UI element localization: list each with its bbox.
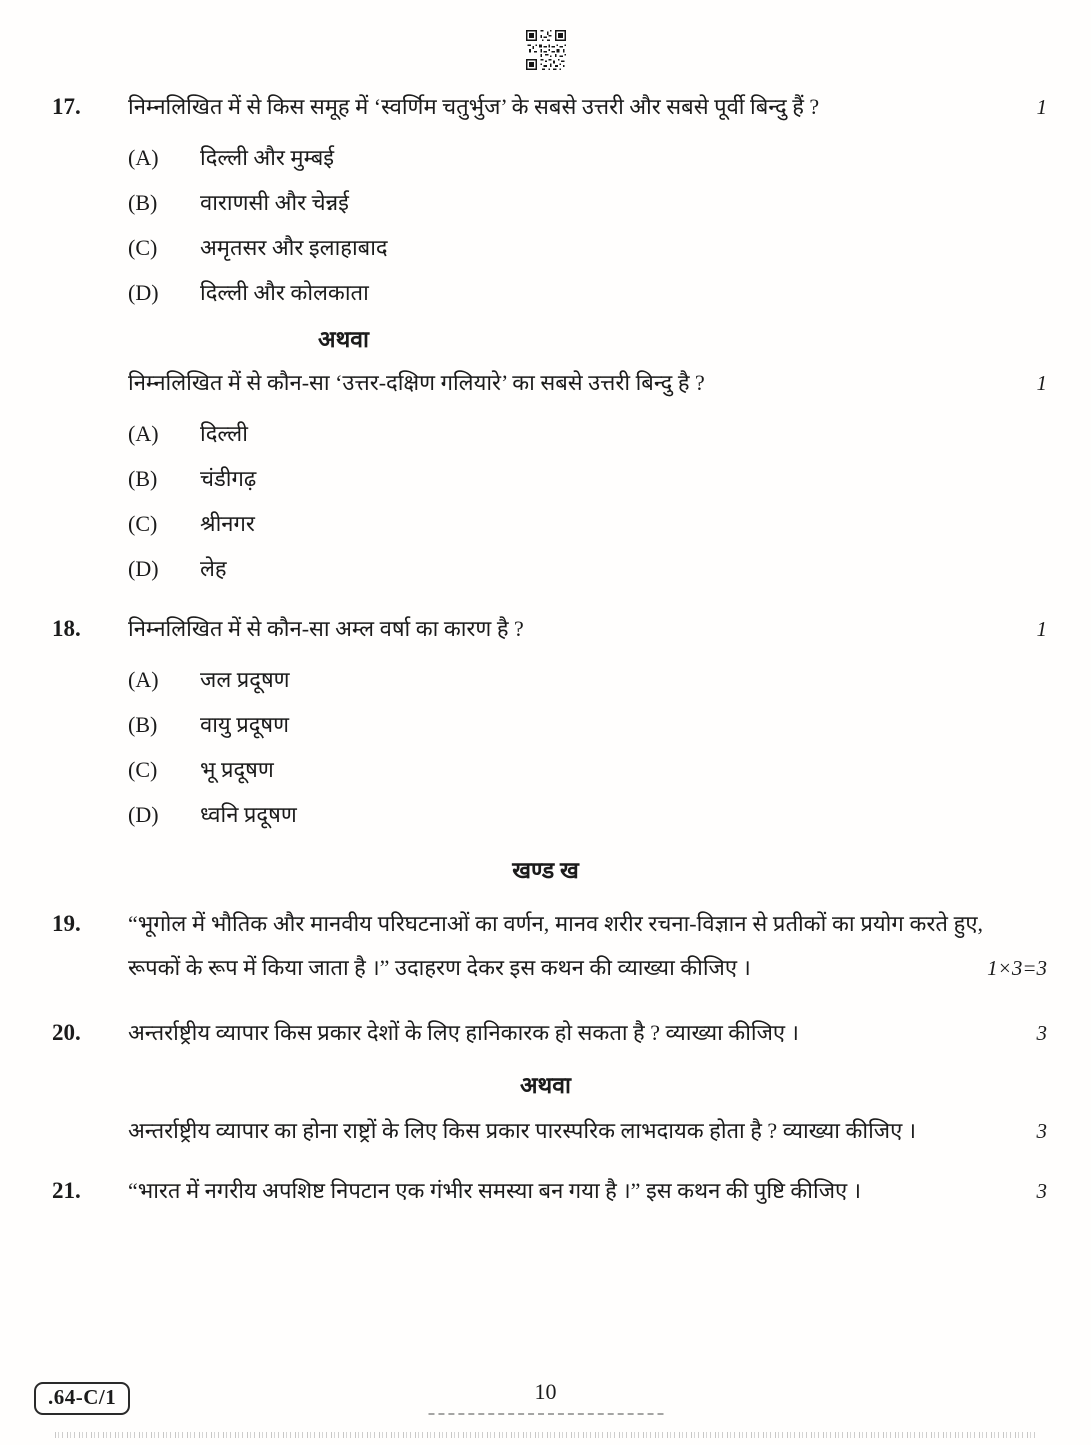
question-marks: 3 — [1036, 1179, 1047, 1203]
option-label: (B) — [128, 712, 158, 737]
question-text: “भूगोल में भौतिक और मानवीय परिघटनाओं का वर्णन, मानव शरीर रचना-विज्ञान से प्रतीकों का प्रयोग करते हुए, रूपकों के रूप में किया जाता है ।” उदाहरण देकर इस कथन की व्याख्या कीजिए । — [128, 911, 983, 980]
option-text: वायु प्रदूषण — [200, 712, 290, 737]
option-text: वाराणसी और चेन्नई — [200, 190, 349, 215]
option-text: भू प्रदूषण — [200, 757, 274, 782]
option-text: लेह — [200, 556, 227, 581]
option-b — [128, 695, 1047, 740]
alt-question-text: निम्नलिखित में से कौन-सा ‘उत्तर-दक्षिण गलियारे’ का सबसे उत्तरी बिन्दु है ? — [128, 370, 705, 395]
question-text: अन्तर्राष्ट्रीय व्यापार किस प्रकार देशों के लिए हानिकारक हो सकता है ? व्याख्या कीजिए । — [128, 1020, 799, 1045]
option-text: श्रीनगर — [200, 511, 255, 536]
or-separator: अथवा — [519, 1073, 571, 1098]
option-label: (A) — [128, 145, 159, 170]
question-number: 18. — [52, 616, 81, 641]
option-d — [128, 263, 1047, 308]
question-21 — [0, 1170, 1091, 1212]
alt-options-list — [0, 404, 1091, 584]
question-18 — [0, 610, 1091, 830]
option-text: दिल्ली और कोलकाता — [200, 280, 369, 305]
question-marks: 1×3=3 — [987, 956, 1047, 980]
question-number-spacer — [52, 1110, 128, 1152]
option-label: (A) — [128, 421, 159, 446]
question-marks: 3 — [1036, 1119, 1047, 1143]
option-c — [128, 218, 1047, 263]
question-number: 17. — [52, 94, 81, 119]
question-17 — [0, 88, 1091, 584]
option-label: (D) — [128, 802, 159, 827]
option-d — [128, 539, 1047, 584]
option-b — [128, 173, 1047, 218]
option-label: (C) — [128, 511, 158, 536]
question-number: 20. — [52, 1020, 81, 1045]
qr-code — [0, 30, 1091, 70]
option-c — [128, 740, 1047, 785]
question-marks: 3 — [1036, 1021, 1047, 1045]
option-a — [128, 650, 1047, 695]
question-20 — [0, 1012, 1091, 1152]
question-marks: 1 — [1036, 617, 1047, 641]
question-number-spacer — [52, 364, 128, 402]
page-number: 10 — [534, 1379, 557, 1404]
option-a — [128, 404, 1047, 449]
question-marks: 1 — [1036, 371, 1047, 395]
option-label: (D) — [128, 280, 159, 305]
option-text: दिल्ली और मुम्बई — [200, 145, 335, 170]
option-text: चंडीगढ़ — [200, 466, 257, 491]
question-marks: 1 — [1036, 95, 1047, 119]
or-separator: अथवा — [318, 327, 370, 352]
page-number-underline — [428, 1413, 663, 1415]
scan-artifact — [55, 1432, 1036, 1438]
question-text: निम्नलिखित में से किस समूह में ‘स्वर्णिम चतुर्भुज’ के सबसे उत्तरी और सबसे पूर्वी बिन्दु हैं ? — [128, 94, 820, 119]
section-heading: खण्ड ख — [512, 858, 579, 883]
options-list — [0, 650, 1091, 830]
option-text: दिल्ली — [200, 421, 248, 446]
option-label: (D) — [128, 556, 159, 581]
option-c — [128, 494, 1047, 539]
options-list — [0, 128, 1091, 308]
option-label: (C) — [128, 235, 158, 260]
question-text: निम्नलिखित में से कौन-सा अम्ल वर्षा का कारण है ? — [128, 616, 524, 641]
question-text: “भारत में नगरीय अपशिष्ट निपटान एक गंभीर समस्या बन गया है ।” इस कथन की पुष्टि कीजिए । — [128, 1178, 862, 1203]
option-a — [128, 128, 1047, 173]
question-19 — [0, 902, 1091, 990]
option-label: (B) — [128, 190, 158, 215]
option-label: (B) — [128, 466, 158, 491]
option-label: (C) — [128, 757, 158, 782]
question-number: 21. — [52, 1178, 81, 1203]
alt-question-text: अन्तर्राष्ट्रीय व्यापार का होना राष्ट्रों के लिए किस प्रकार पारस्परिक लाभदायक होता है ? व्याख्या कीजिए । — [128, 1118, 917, 1143]
option-text: अमृतसर और इलाहाबाद — [200, 235, 388, 260]
option-label: (A) — [128, 667, 159, 692]
option-b — [128, 449, 1047, 494]
option-text: ध्वनि प्रदूषण — [200, 802, 297, 827]
option-d — [128, 785, 1047, 830]
option-text: जल प्रदूषण — [200, 667, 290, 692]
question-number: 19. — [52, 911, 81, 936]
paper-code: .64-C/1 — [34, 1382, 130, 1415]
